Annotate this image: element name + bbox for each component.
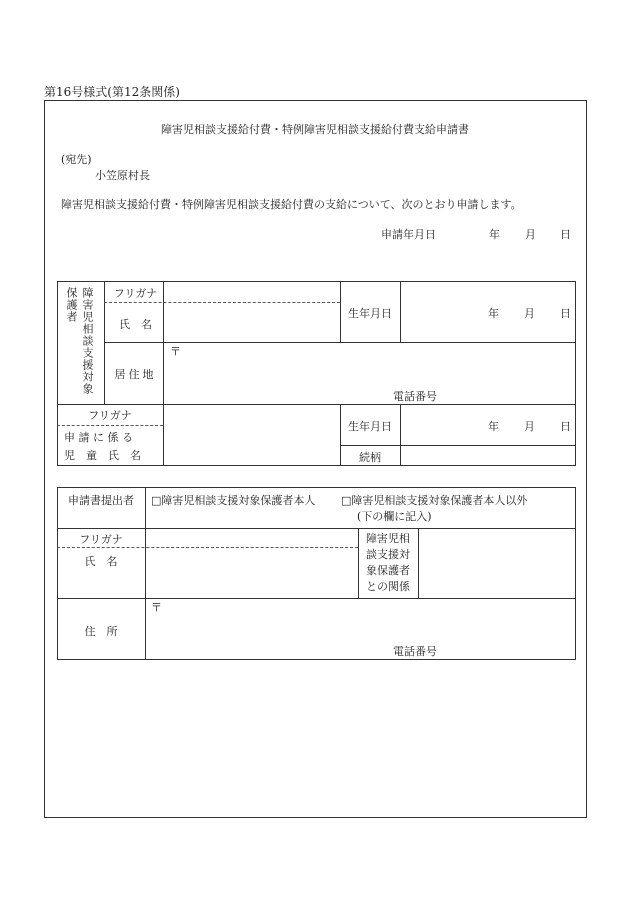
guardian-subject-label: 障害児相談支援対象 xyxy=(81,287,94,395)
guardian-postal-mark: 〒 xyxy=(170,345,181,358)
application-date-label: 申請年月日 xyxy=(381,228,436,241)
submitter-address-label: 住 所 xyxy=(84,625,118,638)
application-date-day: 日 xyxy=(560,228,571,241)
submitter-postal-mark: 〒 xyxy=(151,601,162,614)
submitter-furigana-label: フリガナ xyxy=(79,533,123,546)
child-furigana-label: フリガナ xyxy=(88,409,132,422)
intro-text: 障害児相談支援給付費・特例障害児相談支援給付費の支給について、次のとおり申請します。 xyxy=(61,198,522,211)
child-birth-month: 月 xyxy=(524,420,535,433)
guardian-furigana-label: フリガナ xyxy=(113,287,158,300)
child-label-line1: 申 請 に 係 る xyxy=(64,431,133,444)
guardian-birth-month: 月 xyxy=(524,307,535,320)
guardian-birth-day: 日 xyxy=(560,307,571,320)
guardian-name-label: 氏 名 xyxy=(119,318,152,331)
child-relationship-label: 続柄 xyxy=(359,451,381,464)
application-date-year: 年 xyxy=(489,228,500,241)
addressee-label: (宛先) xyxy=(61,153,92,166)
submitter-option-self[interactable]: □障害児相談支援対象保護者本人 xyxy=(151,494,316,507)
addressee-name: 小笠原村長 xyxy=(95,169,150,182)
child-label-line2: 児 童 氏 名 xyxy=(64,449,141,462)
submitter-option-other[interactable]: □障害児相談支援対象保護者本人以外 xyxy=(341,494,528,507)
guardian-birthdate-label: 生年月日 xyxy=(348,307,392,320)
submitter-label: 申請書提出者 xyxy=(68,494,134,507)
submitter-phone-label: 電話番号 xyxy=(393,645,437,658)
application-date-month: 月 xyxy=(525,228,536,241)
submitter-relation-label: 障害児相 談支援対 象保護者 との関係 xyxy=(366,532,410,593)
form-number: 第16号様式(第12条関係) xyxy=(44,85,180,99)
child-birth-year: 年 xyxy=(488,420,499,433)
guardian-address-label: 居住地 xyxy=(114,368,157,381)
guardian-phone-label: 電話番号 xyxy=(393,390,437,403)
guardian-group-label: 保護者 xyxy=(65,287,78,323)
submitter-option-other-note: (下の欄に記入) xyxy=(357,510,432,523)
guardian-birth-year: 年 xyxy=(488,307,499,320)
child-birthdate-label: 生年月日 xyxy=(348,420,392,433)
child-birth-day: 日 xyxy=(560,420,571,433)
submitter-name-label: 氏 名 xyxy=(84,555,118,568)
form-title: 障害児相談支援給付費・特例障害児相談支援給付費支給申請書 xyxy=(161,123,469,136)
